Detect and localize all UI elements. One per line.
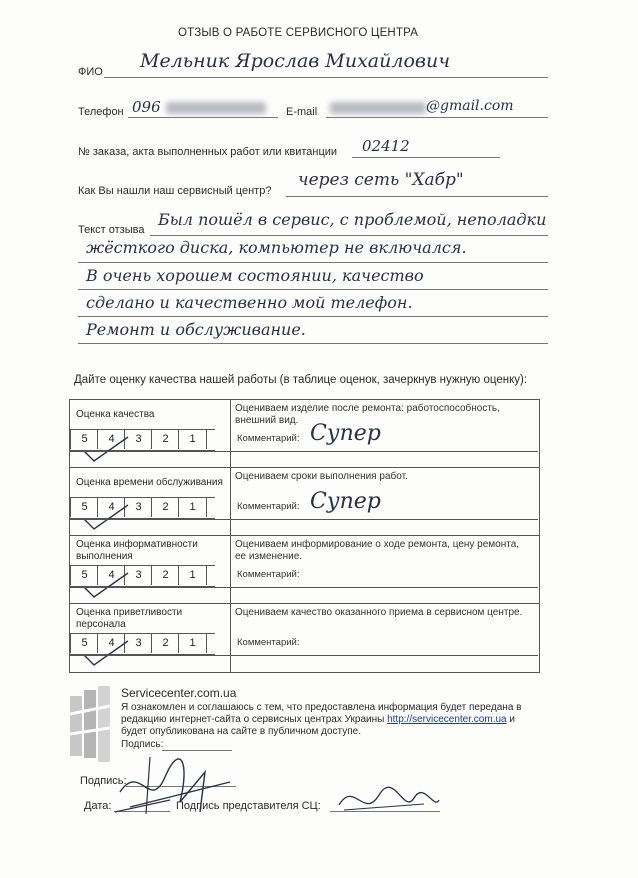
rating-desc: Оцениваем сроки выполнения работ. (235, 471, 408, 482)
review-line-4 (78, 316, 548, 317)
email-redacted (330, 102, 426, 114)
score-option[interactable]: 3 (124, 634, 152, 653)
phone-line (128, 117, 278, 118)
date-label: Дата: (84, 800, 112, 812)
rating-name: Оценка приветливости персонала (76, 607, 183, 630)
comment-label: Комментарий: (237, 501, 300, 512)
score-option[interactable]: 2 (151, 498, 179, 517)
row-subline (69, 451, 229, 452)
review-text-3: В очень хорошем состоянии, качество (86, 266, 424, 285)
servicecenter-logo (70, 686, 110, 766)
comment-label: Комментарий: (237, 433, 300, 444)
score-option[interactable]: 4 (97, 566, 125, 585)
rating-name: Оценка информативности выполнения (76, 539, 198, 562)
score-option[interactable]: 5 (70, 430, 98, 449)
row-subline (69, 587, 229, 588)
score-option[interactable]: 2 (151, 566, 179, 585)
consent-text: редакцию интернет-сайта о сервисных центрах Украины (121, 714, 385, 725)
sign-label: Подпись: (80, 775, 127, 787)
row-subline (229, 519, 538, 520)
found-value: через сеть "Хабр" (298, 170, 464, 190)
review-line-1 (150, 235, 548, 236)
fio-label: ФИО (78, 66, 103, 78)
row-subline (229, 587, 538, 588)
email-label: E-mail (286, 106, 318, 118)
consent-line-1: Я ознакомлен и соглашаюсь с тем, что предоставлена информация будет передана в (121, 702, 522, 713)
page-title: ОТЗЫВ О РАБОТЕ СЕРВИСНОГО ЦЕНТРА (178, 27, 419, 39)
client-signature (110, 752, 250, 822)
score-option[interactable]: 1 (178, 634, 207, 653)
rating-desc: Оцениваем изделие после ремонта: работоспособность, внешний вид. (235, 403, 500, 426)
review-line-3 (78, 289, 548, 290)
score-option[interactable]: 1 (178, 430, 207, 449)
score-option[interactable]: 2 (151, 430, 179, 449)
comment-label: Комментарий: (237, 569, 300, 580)
score-option[interactable]: 4 (97, 430, 125, 449)
inner-sign-label: Подпись: (121, 739, 164, 750)
email-value: @gmail.com (426, 98, 514, 114)
check-mark (82, 637, 132, 667)
table-divider (230, 400, 231, 672)
review-text-1: Был пошёл в сервис, с проблемой, неполадки (158, 210, 547, 229)
score-option[interactable]: 3 (124, 566, 152, 585)
rep-signature (334, 780, 444, 820)
found-label: Как Вы нашли наш сервисный центр? (78, 185, 272, 197)
consent-line-2 (121, 714, 515, 725)
review-text-2: жёсткого диска, компьютер не включался. (86, 238, 467, 257)
order-label: № заказа, акта выполненных работ или квитанции (78, 146, 338, 158)
review-label: Текст отзыва (78, 224, 145, 236)
row-divider (70, 535, 539, 536)
fio-value: Мельник Ярослав Михайлович (140, 50, 451, 72)
site-link[interactable]: http://servicecenter.com.ua (387, 714, 507, 725)
score-option[interactable]: 3 (124, 430, 152, 449)
row-divider (70, 603, 539, 604)
score-option[interactable]: 2 (151, 634, 179, 653)
check-mark (82, 433, 132, 463)
consent-line-3: будет опубликована на сайте в публичном доступе. (121, 726, 361, 737)
score-option[interactable]: 5 (70, 634, 98, 653)
phone-redacted (166, 102, 266, 114)
row-subline (229, 655, 538, 656)
rating-intro: Дайте оценку качества нашей работы (в таблице оценок, зачеркнув нужную оценку): (74, 374, 528, 386)
review-text-4: сделано и качественно мой телефон. (86, 293, 413, 312)
rating-name: Оценка времени обслуживания (76, 477, 223, 488)
review-text-5: Ремонт и обслуживание. (86, 320, 306, 339)
row-subline (69, 519, 229, 520)
email-line (326, 117, 548, 118)
row-subline (229, 451, 538, 452)
score-option[interactable]: 1 (178, 498, 207, 517)
order-value: 02412 (362, 137, 410, 155)
review-line-5 (78, 343, 548, 344)
rating-name: Оценка качества (76, 409, 155, 420)
review-line-2 (78, 262, 548, 263)
consent-text-end: и (509, 714, 515, 725)
score-option[interactable]: 1 (178, 566, 207, 585)
inner-sign-line (162, 750, 232, 751)
found-line (286, 196, 548, 197)
rating-comment: Супер (310, 489, 381, 514)
score-option[interactable]: 5 (70, 498, 98, 517)
score-option[interactable]: 4 (97, 634, 125, 653)
score-option[interactable]: 5 (70, 566, 98, 585)
site-name: Servicecenter.com.ua (121, 686, 237, 700)
comment-label: Комментарий: (237, 637, 300, 648)
rep-sign-label: Подпись представителя СЦ: (176, 800, 321, 812)
score-option[interactable]: 4 (97, 498, 125, 517)
fio-line (104, 77, 548, 78)
rating-comment: Супер (310, 421, 381, 446)
row-divider (70, 467, 539, 468)
rating-desc: Оцениваем информирование о ходе ремонта, цену ремонта, ее изменение. (235, 539, 520, 562)
row-subline (69, 655, 229, 656)
check-mark (82, 569, 132, 599)
score-option[interactable]: 3 (124, 498, 152, 517)
order-line (352, 157, 500, 158)
rating-desc: Оцениваем качество оказанного приема в сервисном центре. (235, 607, 523, 618)
phone-value: 096 (132, 98, 161, 116)
check-mark (82, 501, 132, 531)
phone-label: Телефон (78, 106, 124, 118)
